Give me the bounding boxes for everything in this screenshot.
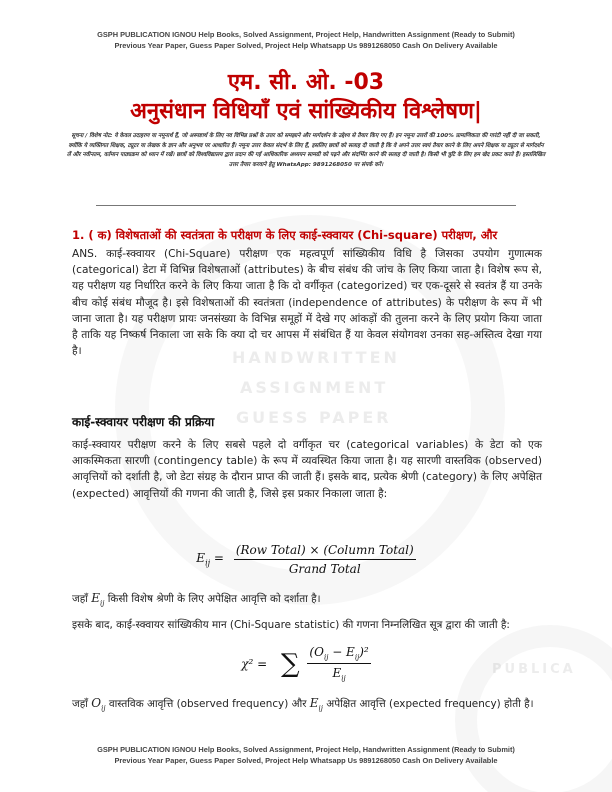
answer-paragraph: ANS. काई-स्क्वायर (Chi-Square) परीक्षण एक महत्वपूर्ण सांख्यिकीय विधि है जिसका उपयोग गुणात्मक (categorical) डेटा में विभिन्न विशेषताओं (attributes) के बीच संबंध की जांच के लिए किया जाता है। विशेष रूप से, यह परीक्षण यह निर्धारित करने के लिए किया जाता है कि दो वर्गीकृत (categorized) चर एक-दूसरे से स्वतंत्र हैं या उनके बीच कोई संबंध मौजूद है। इसे विशेषताओं की स्वतंत्रता (independence of attributes) के परीक्षण के रूप में भी जाना जाता है। यह परीक्षण प्रायः जनसंख्या के विभिन्न समूहों में देखे गए आंकड़ों की तुलना करने के लिए प्रयोग किया जाता है ताकि यह निष्कर्ष निकाला जा सके कि क्या दो चर आपस में संबंधित हैं या केवल संयोगवश उनका सह-अस्तित्व देखा गया है। [72,248,542,358]
formula2-fraction [307,645,370,683]
procedure-paragraph: काई-स्क्वायर परीक्षण करने के लिए सबसे पहले दो वर्गीकृत चर (categorical variables) के डेटा को एक आकस्मिकता सारणी (contingency table) के रूप में व्यवस्थित किया जाता है। यह सारणी वास्तविक (observed) आवृत्तियों को दर्शाती है, जो डेटा संग्रह के दौरान प्राप्त की जाती हैं। इसके बाद, प्रत्येक श्रेणी (category) के लिए अपेक्षित (expected) आवृत्तियों की गणना की जाती है, जिसे इस प्रकार निकाला जाता है: [72,439,542,500]
footer-line-2: Previous Year Paper, Guess Paper Solved, Project Help Whatsapp Us 9891268050 Cash On Delivery Available [114,755,498,765]
summation-symbol: ∑ [281,648,300,679]
divider [96,205,516,206]
frequency-note: जहाँ $O_{ij}$ वास्तविक आवृत्ति (observed frequency) और $E_{ij}$ अपेक्षित आवृत्ति (expected frequency) होती है। [72,696,534,713]
watermark-text-2: ASSIGNMENT [240,378,389,397]
watermark-text-1: HANDWRITTEN [232,348,400,367]
footer-line-1: GSPH PUBLICATION IGNOU Help Books, Solved Assignment, Project Help, Handwritten Assignment (Ready to Submit) [97,745,515,754]
disclaimer-note: सूचना / विशेष नोट: ये केवल उदाहरण या नमूनार्थ हैं, जो अस्पष्टार्थ के लिए नव विभिन्न प्रश्नों के उत्तर को समझाने और मार्गदर्शन के उद्देश्य से तैयार किए गए हैं। इन नमूना उत्तरों की 100% प्रामाणिकता की गारंटी नहीं दी जा सकती, क्योंकि ये व्यक्तिगत शिक्षक, ट्यूटर या लेखक के ज्ञान और अनुभव पर आधारित हैं। नमूना उत्तर केवल संदर्भ के लिए हैं, इसलिए छात्रों को सलाह दी जाती है कि वे अपने उत्तर स्वयं तैयार करने के लिए अपने शिक्षक या ट्यूटर से मार्गदर्शन लें और नवीनतम, वर्तमान पाठ्यक्रम को ध्यान में रखें। छात्रों को विश्वविद्यालय द्वारा प्रदान की गई आधिकारिक अध्ययन सामग्री को पढ़ने और संदर्भित करने की सलाह दी जाती है। किसी भी त्रुटि के लिए हम खेद प्रकट करते हैं। हस्तलिखित उत्तर तैयार करवाने हेतु WhatsApp: 9891268050 पर संपर्क करें। [66,133,546,168]
question-heading: 1. ( क) विशेषताओं की स्वतंत्रता के परीक्षण के लिए काई-स्क्वायर (Chi-square) परीक्षण, और [72,228,498,242]
header-line-1: GSPH PUBLICATION IGNOU Help Books, Solved Assignment, Project Help, Handwritten Assignment (Ready to Submit) [97,30,515,39]
page-footer [0,745,612,766]
formula1-lhs: $E_{ij}$ = [196,551,224,568]
document-title: अनुसंधान विधियाँ एवं सांख्यिकीय विश्लेषण| [130,99,482,124]
formula1-numerator: (Row Total) × (Column Total) [234,543,416,560]
formula2-denominator: $E_{ij}$ [332,666,346,683]
formula2-numerator: $(O_{ij} - E_{ij})^2$ [307,645,370,664]
course-code: एम. सी. ओ. -03 [227,70,385,95]
chi-square-intro: इसके बाद, काई-स्क्वायर सांख्यिकीय मान (Chi-Square statistic) की गणना निम्नलिखित सूत्र द्वारा की जाती है: [72,619,510,631]
header-line-2: Previous Year Paper, Guess Paper Solved, Project Help Whatsapp Us 9891268050 Cash On Delivery Available [114,40,498,50]
watermark-text-3: GUESS PAPER [236,408,392,427]
section-heading: काई-स्क्वायर परीक्षण की प्रक्रिया [72,415,215,429]
watermark-text-4: PUBLICA [492,662,576,677]
formula1-fraction [234,543,416,576]
formula1-denominator: Grand Total [288,562,361,576]
chi-square-formula [0,645,612,683]
formula2-lhs: χ² = [241,656,268,671]
expected-frequency-formula [0,543,612,576]
expected-note: जहाँ $E_{ij}$ किसी विशेष श्रेणी के लिए अपेक्षित आवृत्ति को दर्शाता है। [72,591,321,608]
page-header [0,30,612,51]
